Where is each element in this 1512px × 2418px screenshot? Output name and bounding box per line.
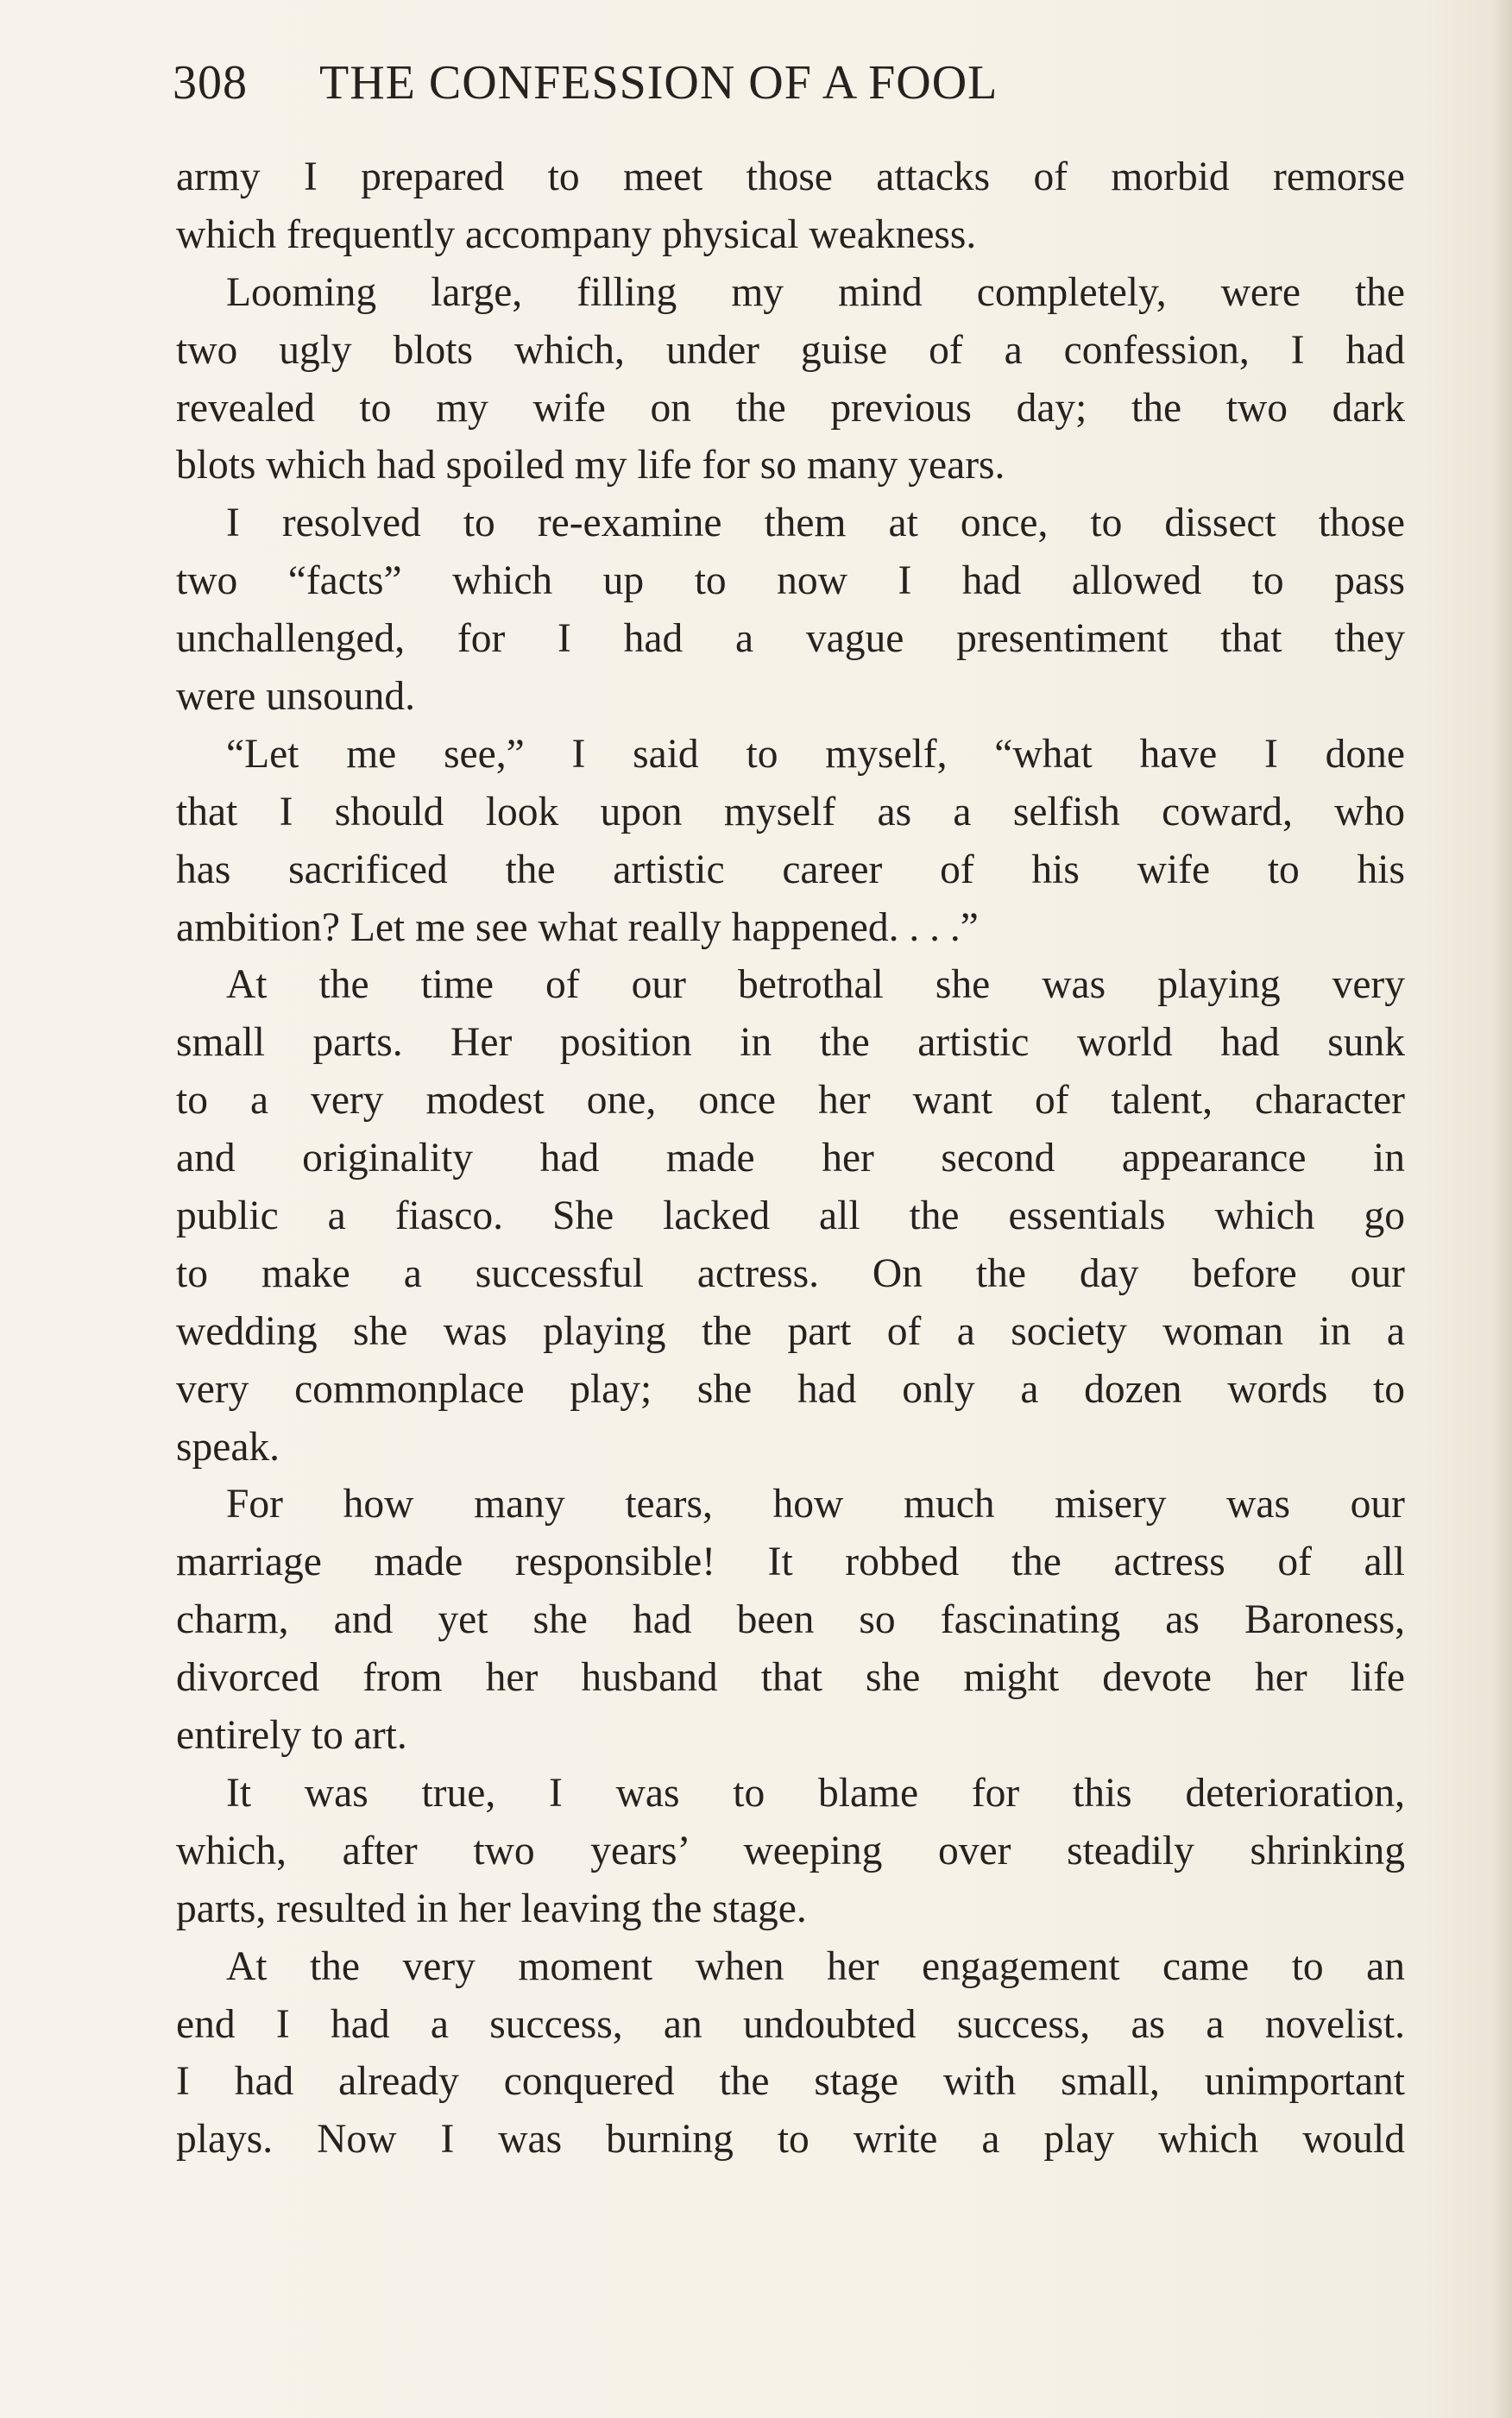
text-line: wedding she was playing the part of a society woman in a <box>176 1308 1405 1354</box>
text-line: army I prepared to meet those attacks of morbid remorse <box>176 154 1405 199</box>
text-line: revealed to my wife on the previous day; the two dark <box>176 385 1405 431</box>
text-line: end I had a success, an undoubted success, as a novelist. <box>176 2001 1405 2047</box>
text-line: which frequently accompany physical weakness. <box>176 211 977 257</box>
text-line: At the time of our betrothal she was playing very <box>226 962 1405 1008</box>
page-number: 308 <box>173 56 248 110</box>
text-line: At the very moment when her engagement came to an <box>226 1943 1405 1989</box>
text-line: It was true, I was to blame for this deterioration, <box>226 1770 1405 1816</box>
text-line: “Let me see,” I said to myself, “what have I done <box>226 731 1405 777</box>
text-line: public a fiasco. She lacked all the essentials which go <box>176 1193 1405 1239</box>
text-line: and originality had made her second appearance in <box>176 1136 1405 1181</box>
text-line: unchallenged, for I had a vague presentiment that they <box>176 616 1405 662</box>
page-edge-shadow <box>1493 0 1512 2418</box>
text-line: small parts. Her position in the artistic world had sunk <box>176 1020 1405 1066</box>
text-line: that I should look upon myself as a selfish coward, who <box>176 789 1405 834</box>
text-line: speak. <box>176 1424 280 1470</box>
text-line: divorced from her husband that she might devote her life <box>176 1655 1405 1701</box>
text-line: I had already conquered the stage with small, unimportant <box>176 2059 1405 2105</box>
text-line: very commonplace play; she had only a dozen words to <box>176 1366 1405 1412</box>
text-line: For how many tears, how much misery was our <box>226 1482 1405 1527</box>
text-line: has sacrificed the artistic career of his wife to his <box>176 847 1405 892</box>
text-line: marriage made responsible! It robbed the actress of all <box>176 1540 1405 1585</box>
text-line: plays. Now I was burning to write a play which would <box>176 2117 1405 2163</box>
text-line: charm, and yet she had been so fascinating as Baroness, <box>176 1597 1405 1643</box>
body-text <box>176 148 1405 2169</box>
text-line: two “facts” which up to now I had allowed to pass <box>176 558 1405 604</box>
text-line: which, after two years’ weeping over steadily shrinking <box>176 1828 1405 1873</box>
running-header <box>173 48 1407 117</box>
text-line: were unsound. <box>176 674 416 720</box>
running-title: THE CONFESSION OF A FOOL <box>319 56 999 110</box>
text-line: entirely to art. <box>176 1713 407 1759</box>
text-line: ambition? Let me see what really happened. . . .” <box>176 904 979 950</box>
text-line: two ugly blots which, under guise of a confession, I had <box>176 327 1405 373</box>
text-line: blots which had spoiled my life for so many years. <box>176 443 1005 488</box>
text-line: Looming large, filling my mind completely, were the <box>226 269 1405 315</box>
text-line: parts, resulted in her leaving the stage. <box>176 1886 807 1931</box>
text-line: I resolved to re-examine them at once, to dissect those <box>226 501 1405 546</box>
text-line: to a very modest one, once her want of talent, character <box>176 1078 1405 1124</box>
text-line: to make a successful actress. On the day before our <box>176 1250 1405 1296</box>
